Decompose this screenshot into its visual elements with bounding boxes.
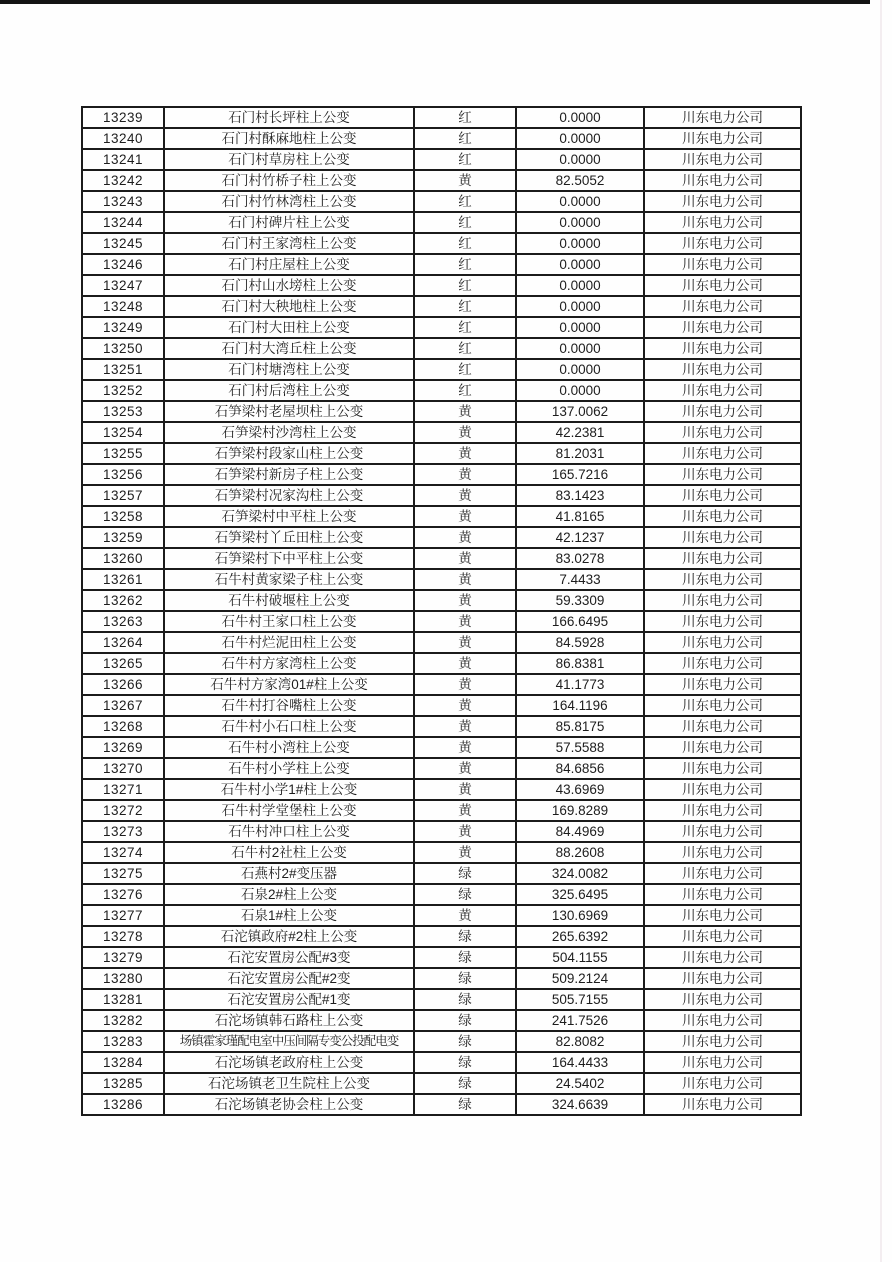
cell-value: 42.2381: [516, 422, 644, 443]
table-row: [82, 1010, 801, 1031]
cell-name: 石门村碑片柱上公变: [164, 212, 414, 233]
cell-company: 川东电力公司: [644, 989, 801, 1010]
cell-company: 川东电力公司: [644, 737, 801, 758]
cell-status-color: 红: [414, 275, 516, 296]
cell-id: 13257: [82, 485, 164, 506]
cell-company: 川东电力公司: [644, 569, 801, 590]
cell-status-color: 红: [414, 359, 516, 380]
cell-name: 石门村长坪柱上公变: [164, 107, 414, 128]
cell-value: 165.7216: [516, 464, 644, 485]
cell-value: 0.0000: [516, 380, 644, 401]
table-row: [82, 338, 801, 359]
cell-company: 川东电力公司: [644, 275, 801, 296]
cell-value: 85.8175: [516, 716, 644, 737]
cell-company: 川东电力公司: [644, 1094, 801, 1115]
cell-company: 川东电力公司: [644, 1052, 801, 1073]
cell-name: 石门村王家湾柱上公变: [164, 233, 414, 254]
cell-value: 82.8082: [516, 1031, 644, 1052]
cell-value: 130.6969: [516, 905, 644, 926]
cell-company: 川东电力公司: [644, 212, 801, 233]
table-row: [82, 464, 801, 485]
cell-company: 川东电力公司: [644, 191, 801, 212]
cell-name: 石门村酥麻地柱上公变: [164, 128, 414, 149]
cell-name: 石牛村黄家梁子柱上公变: [164, 569, 414, 590]
cell-id: 13282: [82, 1010, 164, 1031]
table-row: [82, 632, 801, 653]
cell-status-color: 黄: [414, 821, 516, 842]
table-row: [82, 884, 801, 905]
cell-status-color: 黄: [414, 485, 516, 506]
cell-company: 川东电力公司: [644, 296, 801, 317]
table-row: [82, 905, 801, 926]
cell-status-color: 红: [414, 107, 516, 128]
cell-id: 13254: [82, 422, 164, 443]
cell-name: 石门村大田柱上公变: [164, 317, 414, 338]
table-row: [82, 989, 801, 1010]
cell-id: 13246: [82, 254, 164, 275]
cell-id: 13243: [82, 191, 164, 212]
cell-company: 川东电力公司: [644, 233, 801, 254]
scan-artifact-right-edge: [880, 0, 882, 1262]
table-row: [82, 569, 801, 590]
cell-company: 川东电力公司: [644, 695, 801, 716]
cell-name: 石门村大秧地柱上公变: [164, 296, 414, 317]
cell-status-color: 绿: [414, 1094, 516, 1115]
cell-name: 场镇霍家瑾配电室中压间隔专变公投配电变: [164, 1031, 414, 1052]
cell-value: 0.0000: [516, 338, 644, 359]
cell-status-color: 黄: [414, 779, 516, 800]
cell-id: 13278: [82, 926, 164, 947]
cell-status-color: 黄: [414, 695, 516, 716]
table-row: [82, 401, 801, 422]
table-row: [82, 1073, 801, 1094]
transformer-table-body: [82, 107, 801, 1115]
cell-id: 13280: [82, 968, 164, 989]
cell-name: 石沱安置房公配#2变: [164, 968, 414, 989]
cell-value: 241.7526: [516, 1010, 644, 1031]
cell-id: 13245: [82, 233, 164, 254]
cell-status-color: 黄: [414, 170, 516, 191]
cell-value: 88.2608: [516, 842, 644, 863]
table-row: [82, 128, 801, 149]
cell-status-color: 绿: [414, 989, 516, 1010]
cell-status-color: 黄: [414, 443, 516, 464]
cell-value: 81.2031: [516, 443, 644, 464]
cell-id: 13242: [82, 170, 164, 191]
cell-id: 13265: [82, 653, 164, 674]
cell-name: 石笋梁村段家山柱上公变: [164, 443, 414, 464]
cell-company: 川东电力公司: [644, 359, 801, 380]
cell-company: 川东电力公司: [644, 1073, 801, 1094]
cell-name: 石门村庄屋柱上公变: [164, 254, 414, 275]
cell-company: 川东电力公司: [644, 947, 801, 968]
cell-status-color: 红: [414, 149, 516, 170]
cell-id: 13259: [82, 527, 164, 548]
table-row: [82, 275, 801, 296]
cell-company: 川东电力公司: [644, 338, 801, 359]
cell-id: 13283: [82, 1031, 164, 1052]
cell-id: 13277: [82, 905, 164, 926]
cell-status-color: 黄: [414, 611, 516, 632]
cell-name: 石笋梁村况家沟柱上公变: [164, 485, 414, 506]
cell-name: 石燕村2#变压器: [164, 863, 414, 884]
table-row: [82, 590, 801, 611]
table-row: [82, 926, 801, 947]
cell-name: 石笋梁村沙湾柱上公变: [164, 422, 414, 443]
cell-company: 川东电力公司: [644, 107, 801, 128]
cell-id: 13258: [82, 506, 164, 527]
cell-id: 13255: [82, 443, 164, 464]
cell-company: 川东电力公司: [644, 380, 801, 401]
table-row: [82, 1031, 801, 1052]
table-row: [82, 863, 801, 884]
cell-company: 川东电力公司: [644, 842, 801, 863]
table-row: [82, 485, 801, 506]
table-row: [82, 506, 801, 527]
cell-id: 13272: [82, 800, 164, 821]
cell-value: 7.4433: [516, 569, 644, 590]
cell-status-color: 红: [414, 380, 516, 401]
cell-name: 石牛村冲口柱上公变: [164, 821, 414, 842]
cell-status-color: 黄: [414, 800, 516, 821]
table-row: [82, 695, 801, 716]
cell-value: 324.6639: [516, 1094, 644, 1115]
cell-status-color: 黄: [414, 590, 516, 611]
cell-id: 13276: [82, 884, 164, 905]
cell-company: 川东电力公司: [644, 884, 801, 905]
cell-name: 石门村后湾柱上公变: [164, 380, 414, 401]
cell-status-color: 黄: [414, 527, 516, 548]
table-row: [82, 254, 801, 275]
table-row: [82, 212, 801, 233]
cell-company: 川东电力公司: [644, 254, 801, 275]
cell-company: 川东电力公司: [644, 149, 801, 170]
cell-value: 57.5588: [516, 737, 644, 758]
cell-id: 13263: [82, 611, 164, 632]
cell-company: 川东电力公司: [644, 821, 801, 842]
cell-status-color: 绿: [414, 947, 516, 968]
cell-name: 石泉2#柱上公变: [164, 884, 414, 905]
cell-company: 川东电力公司: [644, 905, 801, 926]
cell-status-color: 红: [414, 254, 516, 275]
cell-name: 石沱场镇老政府柱上公变: [164, 1052, 414, 1073]
cell-id: 13275: [82, 863, 164, 884]
cell-id: 13251: [82, 359, 164, 380]
cell-status-color: 黄: [414, 674, 516, 695]
cell-id: 13250: [82, 338, 164, 359]
cell-name: 石沱场镇老协会柱上公变: [164, 1094, 414, 1115]
cell-status-color: 黄: [414, 758, 516, 779]
table-row: [82, 779, 801, 800]
cell-company: 川东电力公司: [644, 443, 801, 464]
cell-value: 83.0278: [516, 548, 644, 569]
cell-name: 石笋梁村新房子柱上公变: [164, 464, 414, 485]
table-row: [82, 359, 801, 380]
cell-name: 石笋梁村中平柱上公变: [164, 506, 414, 527]
cell-value: 169.8289: [516, 800, 644, 821]
cell-value: 84.5928: [516, 632, 644, 653]
cell-id: 13261: [82, 569, 164, 590]
cell-company: 川东电力公司: [644, 590, 801, 611]
cell-status-color: 黄: [414, 506, 516, 527]
cell-status-color: 黄: [414, 716, 516, 737]
cell-id: 13249: [82, 317, 164, 338]
cell-status-color: 绿: [414, 863, 516, 884]
cell-company: 川东电力公司: [644, 1031, 801, 1052]
table-row: [82, 674, 801, 695]
cell-company: 川东电力公司: [644, 716, 801, 737]
cell-value: 265.6392: [516, 926, 644, 947]
table-row: [82, 548, 801, 569]
cell-name: 石门村竹林湾柱上公变: [164, 191, 414, 212]
table-row: [82, 296, 801, 317]
cell-value: 42.1237: [516, 527, 644, 548]
cell-id: 13281: [82, 989, 164, 1010]
cell-id: 13240: [82, 128, 164, 149]
cell-status-color: 红: [414, 191, 516, 212]
cell-name: 石牛村2社柱上公变: [164, 842, 414, 863]
cell-company: 川东电力公司: [644, 422, 801, 443]
cell-id: 13286: [82, 1094, 164, 1115]
cell-value: 0.0000: [516, 233, 644, 254]
cell-value: 84.4969: [516, 821, 644, 842]
cell-status-color: 红: [414, 338, 516, 359]
cell-id: 13247: [82, 275, 164, 296]
cell-company: 川东电力公司: [644, 926, 801, 947]
transformer-table: [81, 106, 802, 1116]
cell-id: 13241: [82, 149, 164, 170]
cell-company: 川东电力公司: [644, 632, 801, 653]
cell-status-color: 绿: [414, 1010, 516, 1031]
cell-status-color: 黄: [414, 737, 516, 758]
cell-status-color: 黄: [414, 422, 516, 443]
table-row: [82, 191, 801, 212]
table-row: [82, 968, 801, 989]
cell-id: 13260: [82, 548, 164, 569]
cell-value: 137.0062: [516, 401, 644, 422]
cell-name: 石沱场镇韩石路柱上公变: [164, 1010, 414, 1031]
cell-id: 13274: [82, 842, 164, 863]
cell-name: 石门村山水塝柱上公变: [164, 275, 414, 296]
table-row: [82, 107, 801, 128]
cell-status-color: 绿: [414, 1073, 516, 1094]
cell-name: 石沱场镇老卫生院柱上公变: [164, 1073, 414, 1094]
cell-value: 43.6969: [516, 779, 644, 800]
table-row: [82, 380, 801, 401]
cell-company: 川东电力公司: [644, 485, 801, 506]
cell-id: 13266: [82, 674, 164, 695]
cell-id: 13284: [82, 1052, 164, 1073]
cell-status-color: 红: [414, 317, 516, 338]
cell-name: 石门村草房柱上公变: [164, 149, 414, 170]
cell-name: 石牛村学堂堡柱上公变: [164, 800, 414, 821]
cell-status-color: 黄: [414, 548, 516, 569]
cell-id: 13267: [82, 695, 164, 716]
cell-value: 0.0000: [516, 296, 644, 317]
cell-status-color: 黄: [414, 464, 516, 485]
cell-id: 13271: [82, 779, 164, 800]
cell-status-color: 黄: [414, 842, 516, 863]
cell-id: 13256: [82, 464, 164, 485]
table-row: [82, 800, 801, 821]
cell-name: 石沱安置房公配#1变: [164, 989, 414, 1010]
cell-name: 石沱安置房公配#3变: [164, 947, 414, 968]
cell-name: 石牛村小学1#柱上公变: [164, 779, 414, 800]
table-row: [82, 1052, 801, 1073]
cell-company: 川东电力公司: [644, 800, 801, 821]
cell-value: 0.0000: [516, 149, 644, 170]
table-row: [82, 527, 801, 548]
cell-status-color: 绿: [414, 968, 516, 989]
cell-company: 川东电力公司: [644, 863, 801, 884]
cell-value: 504.1155: [516, 947, 644, 968]
cell-id: 13253: [82, 401, 164, 422]
cell-value: 166.6495: [516, 611, 644, 632]
cell-status-color: 黄: [414, 632, 516, 653]
cell-name: 石牛村小学柱上公变: [164, 758, 414, 779]
cell-company: 川东电力公司: [644, 611, 801, 632]
table-row: [82, 947, 801, 968]
cell-status-color: 绿: [414, 1052, 516, 1073]
table-row: [82, 422, 801, 443]
table-row: [82, 758, 801, 779]
cell-id: 13244: [82, 212, 164, 233]
cell-id: 13268: [82, 716, 164, 737]
scan-artifact-top-bar: [0, 0, 870, 4]
table-row: [82, 170, 801, 191]
cell-company: 川东电力公司: [644, 548, 801, 569]
cell-value: 0.0000: [516, 254, 644, 275]
cell-status-color: 红: [414, 233, 516, 254]
cell-status-color: 绿: [414, 1031, 516, 1052]
cell-value: 0.0000: [516, 128, 644, 149]
cell-id: 13270: [82, 758, 164, 779]
cell-status-color: 红: [414, 212, 516, 233]
cell-name: 石门村大湾丘柱上公变: [164, 338, 414, 359]
cell-company: 川东电力公司: [644, 506, 801, 527]
cell-name: 石笋梁村老屋坝柱上公变: [164, 401, 414, 422]
cell-id: 13248: [82, 296, 164, 317]
cell-value: 41.8165: [516, 506, 644, 527]
cell-value: 59.3309: [516, 590, 644, 611]
cell-company: 川东电力公司: [644, 401, 801, 422]
table-row: [82, 233, 801, 254]
cell-name: 石牛村小湾柱上公变: [164, 737, 414, 758]
cell-id: 13273: [82, 821, 164, 842]
cell-company: 川东电力公司: [644, 170, 801, 191]
cell-status-color: 绿: [414, 926, 516, 947]
cell-value: 0.0000: [516, 317, 644, 338]
cell-id: 13252: [82, 380, 164, 401]
cell-name: 石泉1#柱上公变: [164, 905, 414, 926]
cell-company: 川东电力公司: [644, 317, 801, 338]
cell-id: 13264: [82, 632, 164, 653]
cell-company: 川东电力公司: [644, 527, 801, 548]
cell-value: 509.2124: [516, 968, 644, 989]
cell-company: 川东电力公司: [644, 464, 801, 485]
table-row: [82, 716, 801, 737]
cell-name: 石牛村方家湾柱上公变: [164, 653, 414, 674]
cell-status-color: 绿: [414, 884, 516, 905]
table-row: [82, 653, 801, 674]
table-row: [82, 149, 801, 170]
table-row: [82, 842, 801, 863]
cell-id: 13262: [82, 590, 164, 611]
cell-name: 石门村塘湾柱上公变: [164, 359, 414, 380]
table-row: [82, 317, 801, 338]
cell-company: 川东电力公司: [644, 653, 801, 674]
cell-status-color: 黄: [414, 653, 516, 674]
cell-id: 13239: [82, 107, 164, 128]
cell-status-color: 红: [414, 296, 516, 317]
cell-company: 川东电力公司: [644, 128, 801, 149]
cell-name: 石牛村打谷嘴柱上公变: [164, 695, 414, 716]
cell-company: 川东电力公司: [644, 968, 801, 989]
cell-name: 石沱镇政府#2柱上公变: [164, 926, 414, 947]
table-row: [82, 443, 801, 464]
cell-value: 164.4433: [516, 1052, 644, 1073]
cell-name: 石牛村烂泥田柱上公变: [164, 632, 414, 653]
cell-value: 324.0082: [516, 863, 644, 884]
cell-id: 13285: [82, 1073, 164, 1094]
cell-name: 石牛村方家湾01#柱上公变: [164, 674, 414, 695]
cell-value: 0.0000: [516, 275, 644, 296]
cell-name: 石牛村破堰柱上公变: [164, 590, 414, 611]
cell-status-color: 红: [414, 128, 516, 149]
cell-name: 石门村竹桥子柱上公变: [164, 170, 414, 191]
cell-status-color: 黄: [414, 401, 516, 422]
cell-name: 石笋梁村丫丘田柱上公变: [164, 527, 414, 548]
cell-company: 川东电力公司: [644, 674, 801, 695]
cell-value: 0.0000: [516, 212, 644, 233]
table-row: [82, 821, 801, 842]
cell-value: 41.1773: [516, 674, 644, 695]
cell-value: 82.5052: [516, 170, 644, 191]
cell-value: 325.6495: [516, 884, 644, 905]
cell-name: 石牛村小石口柱上公变: [164, 716, 414, 737]
cell-id: 13269: [82, 737, 164, 758]
cell-name: 石笋梁村下中平柱上公变: [164, 548, 414, 569]
cell-value: 505.7155: [516, 989, 644, 1010]
cell-value: 0.0000: [516, 191, 644, 212]
cell-status-color: 黄: [414, 905, 516, 926]
table-row: [82, 1094, 801, 1115]
cell-value: 84.6856: [516, 758, 644, 779]
cell-value: 0.0000: [516, 107, 644, 128]
cell-value: 86.8381: [516, 653, 644, 674]
cell-status-color: 黄: [414, 569, 516, 590]
cell-company: 川东电力公司: [644, 1010, 801, 1031]
cell-value: 164.1196: [516, 695, 644, 716]
cell-company: 川东电力公司: [644, 758, 801, 779]
cell-value: 83.1423: [516, 485, 644, 506]
cell-value: 24.5402: [516, 1073, 644, 1094]
cell-company: 川东电力公司: [644, 779, 801, 800]
cell-value: 0.0000: [516, 359, 644, 380]
cell-name: 石牛村王家口柱上公变: [164, 611, 414, 632]
cell-id: 13279: [82, 947, 164, 968]
table-row: [82, 611, 801, 632]
table-row: [82, 737, 801, 758]
